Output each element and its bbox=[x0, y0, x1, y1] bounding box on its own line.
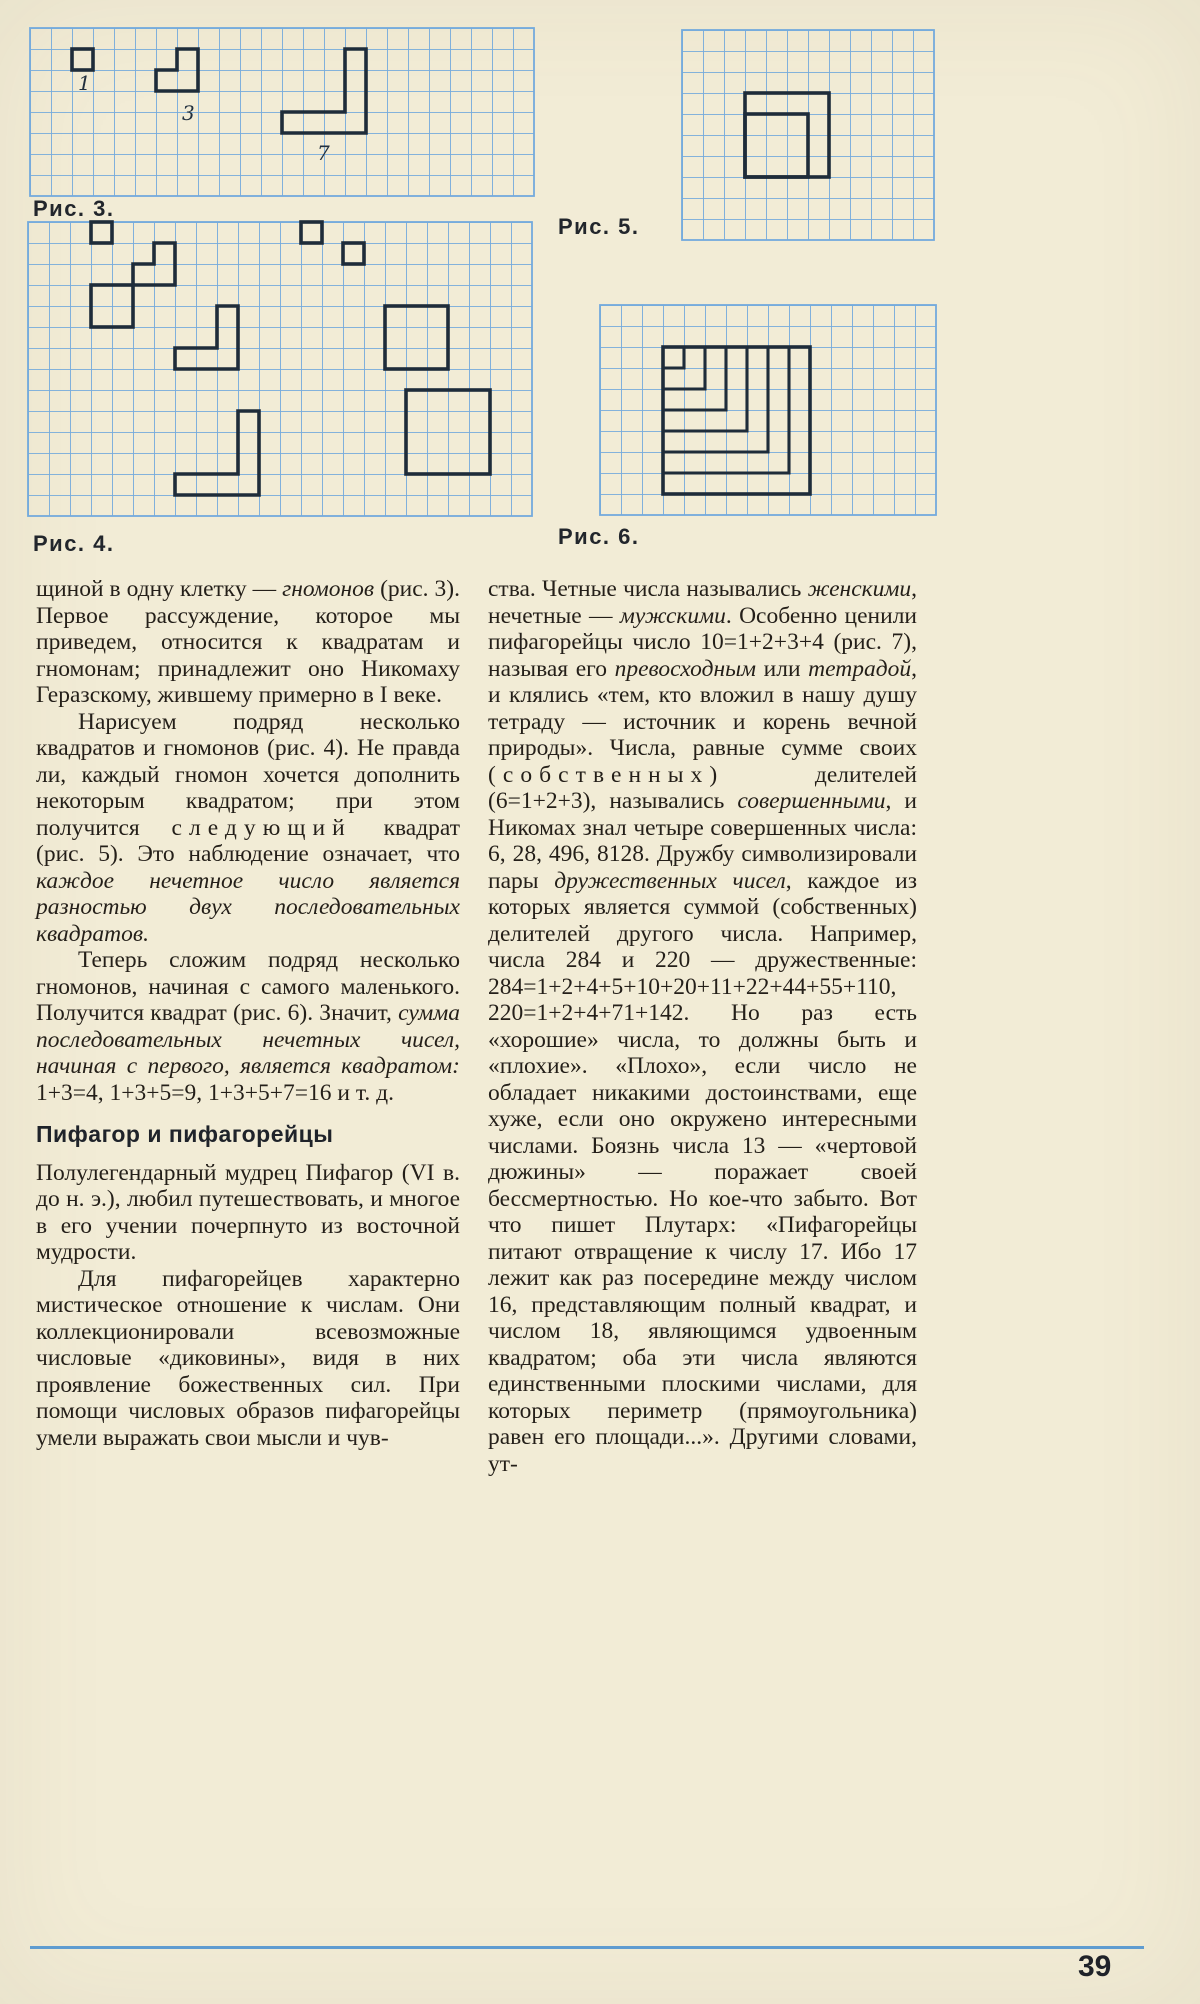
text-run: , и клялись «тем, кто вложил в нашу душу тетраду — источник и корень вечной природы». Числа, равные сумме своих bbox=[488, 655, 917, 761]
left-text-column bbox=[36, 576, 460, 1451]
text-run: или bbox=[756, 655, 809, 682]
italic-text: сумма последовательных нечетных чисел, начиная с первого, является квадратом: bbox=[36, 1000, 460, 1079]
paragraph bbox=[36, 1160, 460, 1266]
text-run: квадрат (рис. 5). Это наблюдение означает, что bbox=[36, 814, 460, 867]
text-run: . Особенно ценили пифагорейцы число 10=1+2+3+4 (рис. 7), называя его bbox=[488, 602, 917, 682]
text-run: Полулегендарный мудрец Пифагор (VI в. до н. э.), любил путешествовать, и многое в его учении почерпнуто из восточной мудрости. bbox=[36, 1159, 460, 1265]
figure-3-label-7: 7 bbox=[317, 141, 330, 165]
figure-5 bbox=[682, 30, 935, 241]
spaced-text: следующий bbox=[171, 814, 352, 841]
footer-rule bbox=[30, 1946, 1144, 1949]
figure-6 bbox=[600, 305, 937, 516]
text-run: , нечетные — bbox=[488, 576, 917, 629]
text-run: Для пифагорейцев характерно мистическое отношение к числам. Они коллекционировали всевозможные числовые «диковины», видя в них проявление божественных сил. При помощи числовых образов пифагорейцы умели выражать свои мысли и чув- bbox=[36, 1265, 460, 1451]
text-run: Нарисуем подряд несколько квадратов и гномонов (рис. 4). Не правда ли, каждый гномон хочется дополнить некоторым квадратом; при этом получится bbox=[36, 708, 460, 841]
text-run: Теперь сложим подряд несколько гномонов, начиная с самого маленького. Получится квадрат (рис. 6). Значит, bbox=[36, 947, 460, 1026]
figure-3-grid bbox=[30, 28, 535, 197]
text-run: щиной в одну клетку — bbox=[36, 576, 283, 602]
figure-4-caption: Рис. 4. bbox=[33, 531, 115, 556]
italic-text: гномонов bbox=[282, 576, 375, 602]
right-text-column bbox=[488, 576, 917, 1477]
paragraph bbox=[36, 1266, 460, 1452]
figure-6-caption: Рис. 6. bbox=[558, 524, 640, 549]
figure-5-grid bbox=[682, 30, 935, 241]
page-number: 39 bbox=[1078, 1950, 1112, 1983]
italic-text: каждое нечетное число является разностью двух последовательных квадратов. bbox=[36, 867, 460, 947]
spaced-text: (собственных) bbox=[488, 761, 725, 788]
italic-text: тетрадой bbox=[808, 655, 912, 682]
italic-text: дружественных чисел bbox=[554, 867, 786, 894]
section-heading: Пифагор и пифагорейцы bbox=[36, 1121, 334, 1147]
figure-3-label-1: 1 bbox=[78, 71, 91, 95]
figure-6-grid bbox=[600, 305, 937, 516]
figure-5-caption: Рис. 5. bbox=[558, 214, 640, 239]
paragraph bbox=[36, 709, 460, 948]
text-run: (рис. 3). Первое рассуждение, которое мы приведем, относится к квадратам и гномонам; принадлежит оно Никомаху Геразскому, жившему примерно в I веке. bbox=[36, 576, 460, 708]
italic-text: мужскими bbox=[619, 602, 726, 629]
figure-3-label-3: 3 bbox=[182, 101, 195, 125]
paragraph bbox=[36, 947, 460, 1106]
italic-text: женскими bbox=[807, 576, 912, 602]
text-run: , каждое из которых является суммой (собственных) делителей другого числа. Например, числа 284 и 220 — дружественные: 284=1+2+4+5+10+20+11+22+44+55+110, 220=1+2+4+71+142. Но раз есть «хорошие» числа, то должны быть и «плохие». «Плохо», если число не обладает никакими достоинствами, еще хуже, если оно окружено интересными числами. Боязнь числа 13 — «чертовой дюжины» — поражает своей бессмертностью. Но кое-что забыто. Вот что пишет Плутарх: «Пифагорейцы питают отвращение к числу 17. Ибо 17 лежит как раз посередине между числом 16, представляющим полный квадрат, и числом 18, являющимся удвоенным квадратом; оба эти числа являются единственными плоскими числами, для которых периметр (прямоугольника) равен его площади...». Другими словами, ут- bbox=[488, 867, 918, 1477]
italic-text: превосходным bbox=[614, 655, 757, 682]
figure-4 bbox=[28, 222, 533, 517]
paragraph bbox=[36, 576, 460, 709]
text-run: 1+3=4, 1+3+5=9, 1+3+5+7=16 и т. д. bbox=[36, 1079, 394, 1106]
text-run: , и Никомах знал четыре совершенных числа: 6, 28, 496, 8128. Дружбу символизировали пары bbox=[488, 788, 917, 894]
italic-text: совершенными bbox=[737, 788, 886, 814]
figure-3-caption: Рис. 3. bbox=[33, 196, 115, 221]
text-run: делителей (6=1+2+3), назывались bbox=[488, 761, 917, 814]
figure-3 bbox=[30, 28, 535, 197]
figure-4-grid bbox=[28, 222, 533, 517]
paragraph bbox=[488, 576, 917, 1477]
text-run: ства. Четные числа назывались bbox=[488, 576, 808, 602]
grid-paper bbox=[28, 222, 532, 516]
